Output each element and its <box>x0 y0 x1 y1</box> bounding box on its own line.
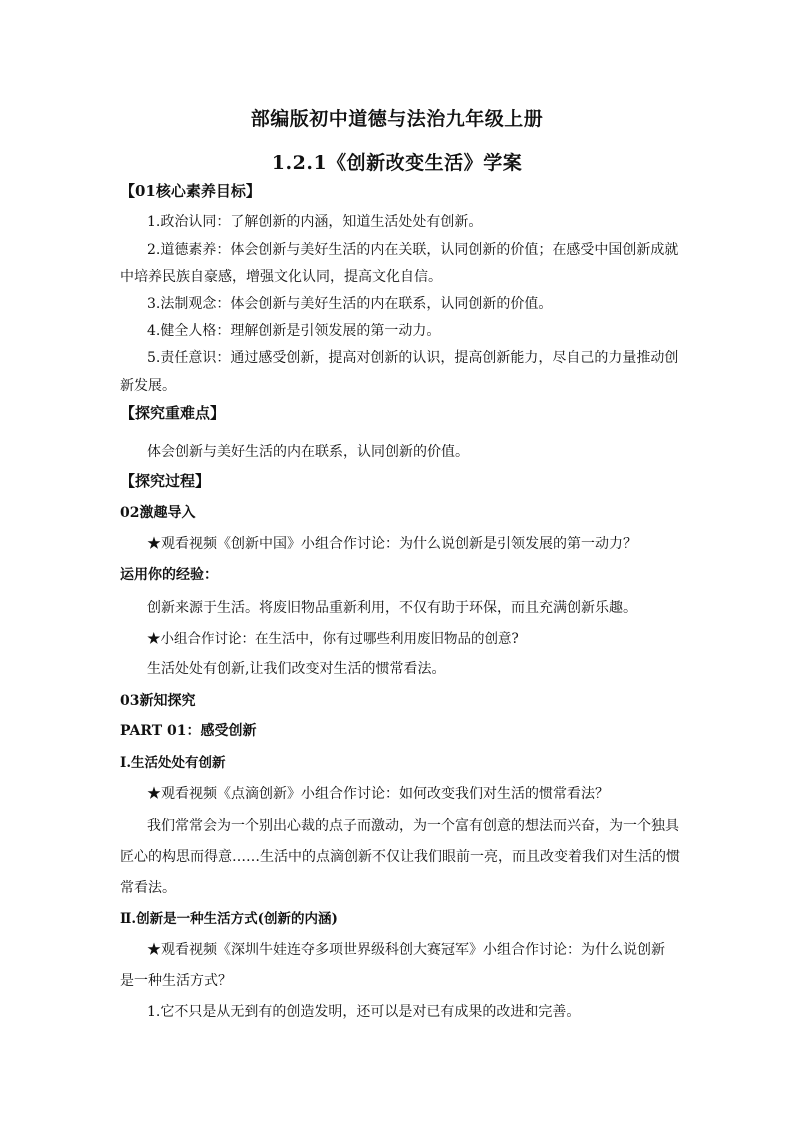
goal-item-continued: 新发展。 <box>120 378 176 394</box>
subsection-heading: Ⅱ.创新是一种生活方式(创新的内涵) <box>120 911 338 927</box>
goal-item: 2.道德素养：体会创新与美好生活的内在关联，认同创新的价值；在感受中国创新成就 <box>147 242 679 258</box>
goal-item: 1.政治认同：了解创新的内涵，知道生活处处有创新。 <box>147 214 483 230</box>
subheading-experience: 运用你的经验： <box>120 567 218 583</box>
paragraph-continued: 匠心的构思而得意……生活中的点滴创新不仅让我们眼前一亮，而且改变着我们对生活的惯 <box>120 849 680 865</box>
task-text: ★观看视频《深圳牛娃连夺多项世界级科创大赛冠军》小组合作讨论：为什么说创新 <box>147 942 665 958</box>
task-text: ★观看视频《点滴创新》小组合作讨论：如何改变我们对生活的惯常看法？ <box>147 786 609 802</box>
paragraph-continued: 常看法。 <box>120 880 176 896</box>
goal-item-continued: 中培养民族自豪感，增强文化认同，提高文化自信。 <box>120 269 442 285</box>
key-point: 体会创新与美好生活的内在联系，认同创新的价值。 <box>147 444 469 460</box>
section-heading-process: 【探究过程】 <box>120 472 211 490</box>
subsection-heading: Ⅰ.生活处处有创新 <box>120 755 226 771</box>
subheading-intro: 02激趣导入 <box>120 505 196 521</box>
paragraph: 创新来源于生活。将废旧物品重新利用，不仅有助于环保，而且充满创新乐趣。 <box>147 600 637 616</box>
doc-title: 部编版初中道德与法治九年级上册 <box>250 108 544 130</box>
goal-item: 3.法制观念：体会创新与美好生活的内在联系，认同创新的价值。 <box>147 296 553 312</box>
part-heading: PART 01：感受创新 <box>120 723 257 739</box>
section-heading-key: 【探究重难点】 <box>120 404 226 422</box>
task-text: ★观看视频《创新中国》小组合作讨论：为什么说创新是引领发展的第一动力？ <box>147 536 637 552</box>
paragraph: 生活处处有创新,让我们改变对生活的惯常看法。 <box>147 661 446 677</box>
paragraph: 我们常常会为一个别出心裁的点子而激动，为一个富有创意的想法而兴奋，为一个独具 <box>147 818 679 834</box>
section-heading-goals: 【01核心素养目标】 <box>120 182 261 200</box>
paragraph: 1.它不只是从无到有的创造发明，还可以是对已有成果的改进和完善。 <box>147 1004 581 1020</box>
goal-item: 4.健全人格：理解创新是引领发展的第一动力。 <box>147 323 441 339</box>
doc-subtitle: 1.2.1《创新改变生活》学案 <box>271 152 523 174</box>
goal-item: 5.责任意识：通过感受创新，提高对创新的认识，提高创新能力，尽自己的力量推动创 <box>147 350 679 366</box>
task-text-continued: 是一种生活方式？ <box>120 973 232 989</box>
subheading-new: 03新知探究 <box>120 693 196 709</box>
task-text: ★小组合作讨论：在生活中，你有过哪些利用废旧物品的创意? <box>147 631 519 647</box>
